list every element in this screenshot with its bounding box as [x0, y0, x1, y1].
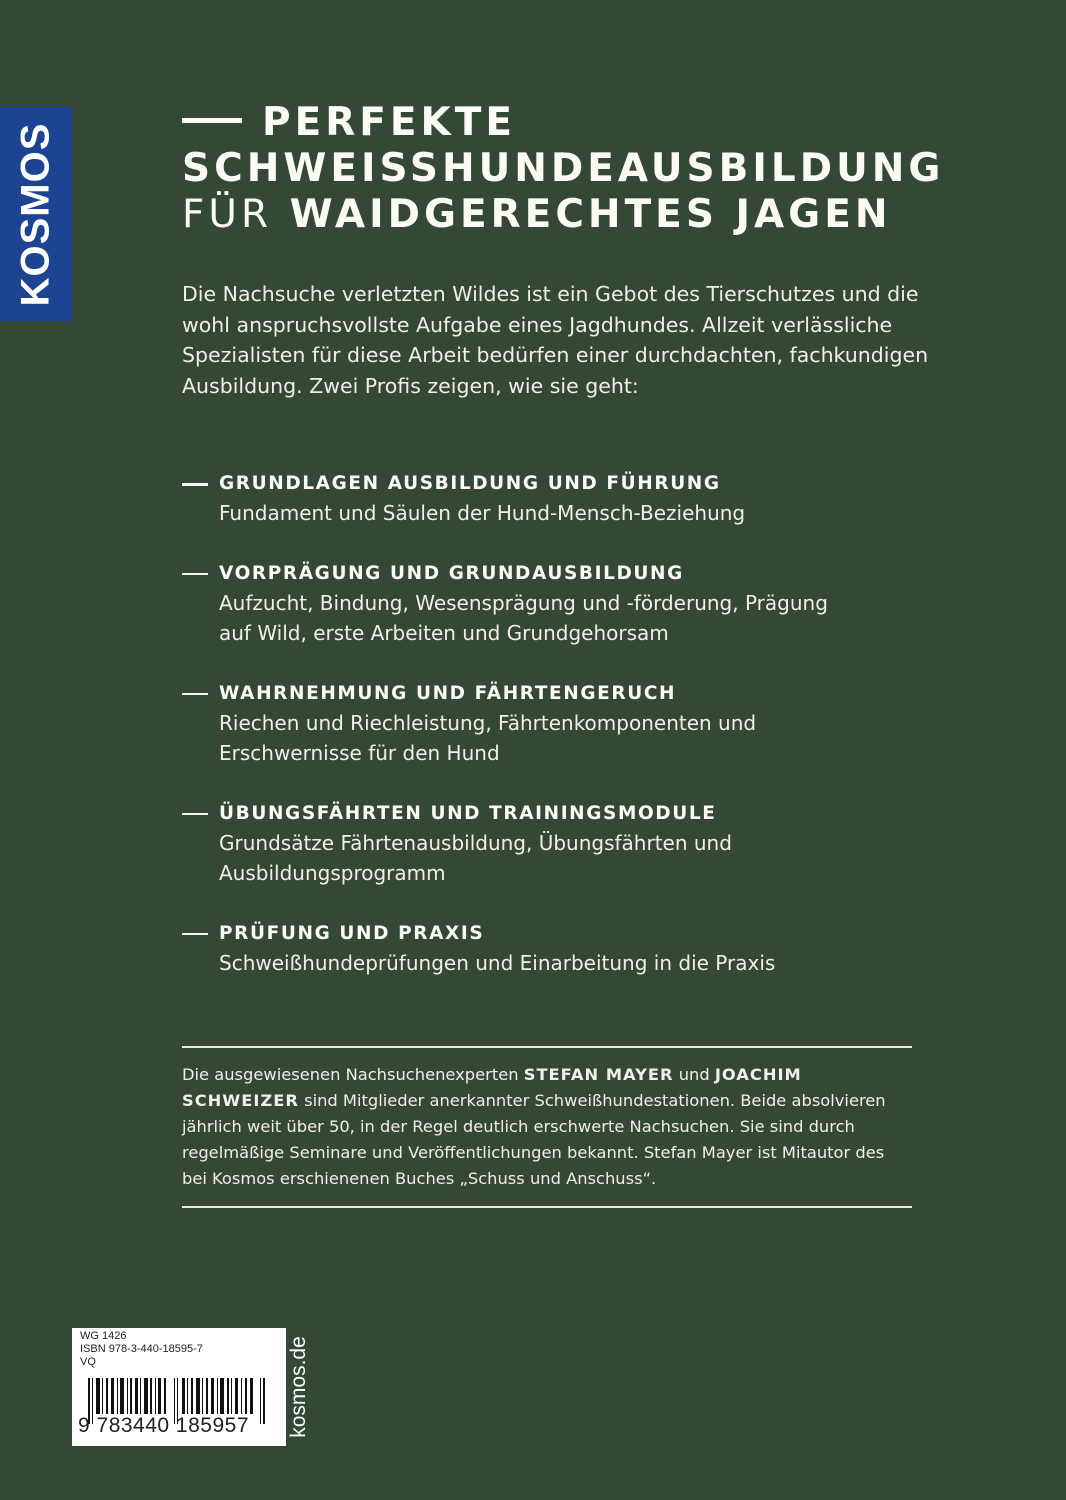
barcode-digits: 9 783440 185957 [78, 1414, 249, 1437]
dash-icon [182, 693, 208, 696]
website-label [286, 1328, 312, 1446]
topic-item [182, 470, 942, 529]
topic-desc: Aufzucht, Bindung, Wesensprägung und -förderung, Prägung auf Wild, erste Arbeiten und Grundgehorsam [219, 590, 828, 645]
topic-item [182, 920, 942, 979]
barcode-label [72, 1328, 286, 1446]
headline-line1: PERFEKTE [262, 100, 517, 145]
topic-title: WAHRNEHMUNG UND FÄHRTENGERUCH [219, 682, 677, 704]
website-text: kosmos.de [287, 1336, 311, 1438]
dash-icon [182, 483, 208, 486]
topic-title: PRÜFUNG UND PRAXIS [219, 922, 485, 944]
logo-text: KOSMOS [13, 122, 58, 306]
dash-icon [182, 813, 208, 816]
dash-icon [182, 118, 242, 123]
author-name: STEFAN MAYER [523, 1065, 674, 1084]
headline-line3-bold: WAIDGERECHTES JAGEN [289, 192, 892, 237]
author-bio [182, 1046, 912, 1208]
dash-icon [182, 573, 208, 576]
topic-item [182, 800, 942, 889]
topic-title: ÜBUNGSFÄHRTEN UND TRAININGSMODULE [219, 802, 717, 824]
topic-desc: Riechen und Riechleistung, Fährtenkomponenten und Erschwernisse für den Hund [219, 710, 757, 765]
dash-icon [182, 933, 208, 936]
headline [182, 100, 982, 238]
author-name: JOACHIM SCHWEIZER [182, 1065, 802, 1110]
intro-text: Die Nachsuche verletzten Wildes ist ein Gebot des Tierschutzes und die wohl anspruchsvollste Aufgabe eines Jagdhundes. Allzeit verlässliche Spezialisten für diese Arbeit bedürfen einer durchdachten, fachkundigen Ausbildung. Zwei Profis zeigen, wie sie geht: [182, 282, 929, 398]
vq-code: VQ [80, 1356, 96, 1368]
bio-text: sind Mitglieder anerkannter Schweißhundestationen. Beide absolvieren jährlich weit über 50, in der Regel deutlich erschwerte Nachsuchen. Sie sind durch regelmäßige Seminare und Veröffentlichungen bekannt. Stefan Mayer ist Mitautor des bei Kosmos erschienenen Buches „Schuss und Anschuss“. [182, 1091, 886, 1188]
topic-item [182, 560, 942, 649]
isbn: ISBN 978-3-440-18595-7 [80, 1343, 203, 1355]
bio-text: Die ausgewiesenen Nachsuchenexperten [182, 1065, 524, 1084]
topic-desc: Schweißhundeprüfungen und Einarbeitung in die Praxis [219, 950, 776, 975]
topic-desc: Fundament und Säulen der Hund-Mensch-Beziehung [219, 501, 746, 525]
topic-title: VORPRÄGUNG UND GRUNDAUSBILDUNG [219, 562, 684, 584]
topic-desc: Grundsätze Fährtenausbildung, Übungsfährten und Ausbildungsprogramm [219, 830, 732, 885]
topic-list [182, 470, 942, 1009]
wg-code: WG 1426 [80, 1330, 127, 1342]
topic-title: GRUNDLAGEN AUSBILDUNG UND FÜHRUNG [219, 473, 721, 494]
topic-item [182, 680, 942, 769]
kosmos-logo [0, 107, 72, 321]
bio-text: und [673, 1065, 715, 1084]
headline-line2: SCHWEISSHUNDEAUSBILDUNG [182, 146, 945, 191]
headline-line3-light: FÜR [182, 192, 273, 237]
